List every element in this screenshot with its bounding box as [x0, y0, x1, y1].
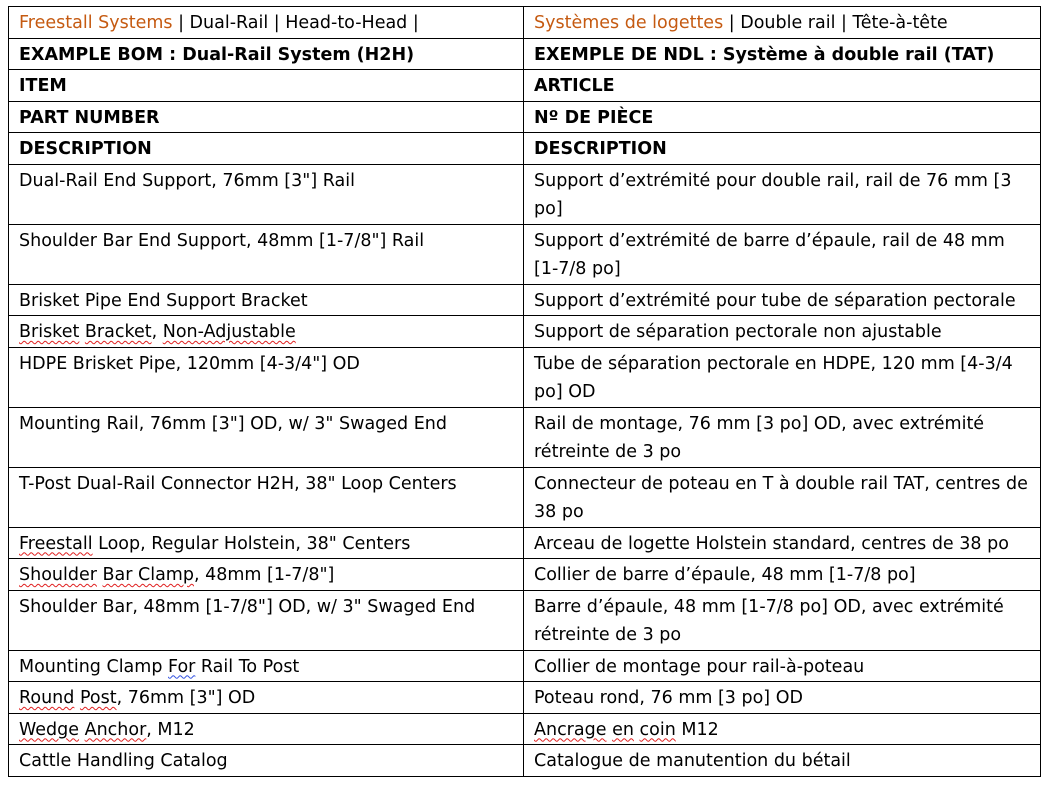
cell-en — [9, 713, 524, 745]
cell-en: Dual-Rail End Support, 76mm [3"] Rail — [9, 164, 524, 224]
spell-flagged-word: Shoulder — [19, 565, 97, 585]
bom-table — [8, 6, 1041, 777]
brand-fr: Systèmes de logettes — [534, 13, 724, 33]
cell-fr: Rail de montage, 76 mm [3 po] OD, avec extrémité rétreinte de 3 po — [524, 407, 1041, 467]
cell-fr: Poteau rond, 76 mm [3 po] OD — [524, 682, 1041, 714]
spell-flagged-word: coin — [639, 719, 676, 740]
text-fragment: M12 — [675, 719, 719, 740]
text-fragment: Loop, Regular Holstein, 38" Centers — [92, 533, 411, 554]
table-row — [9, 559, 1041, 591]
title-cell-fr — [524, 7, 1041, 39]
table-row — [9, 347, 1041, 407]
cell-fr: Arceau de logette Holstein standard, centres de 38 po — [524, 527, 1041, 559]
table-row — [9, 527, 1041, 559]
cell-fr: Support d’extrémité pour tube de séparation pectorale — [524, 284, 1041, 316]
title-row — [9, 7, 1041, 39]
table-row — [9, 467, 1041, 527]
grammar-flagged-word: For — [168, 656, 196, 677]
header-cell-en: ITEM — [9, 70, 524, 102]
text-fragment: , 48mm [1-7/8"] — [193, 565, 335, 585]
spell-flagged-word: Bar Clamp — [102, 565, 194, 585]
header-cell-fr: EXEMPLE DE NDL : Système à double rail (TAT) — [524, 38, 1041, 70]
spell-flagged-word: Wedge — [19, 719, 80, 740]
table-row — [9, 164, 1041, 224]
header-cell-en: PART NUMBER — [9, 101, 524, 133]
cell-en — [9, 559, 524, 591]
cell-en — [9, 650, 524, 682]
spell-flagged-word: Ancrage — [534, 719, 607, 740]
cell-fr: Catalogue de manutention du bétail — [524, 745, 1041, 777]
header-row — [9, 38, 1041, 70]
spell-flagged-word: Brisket — [19, 322, 80, 342]
spell-flagged-word: Post — [79, 688, 117, 708]
header-cell-fr: Nº DE PIÈCE — [524, 101, 1041, 133]
text-fragment: , — [151, 322, 163, 342]
cell-fr: Collier de barre d’épaule, 48 mm [1-7/8 po] — [524, 559, 1041, 591]
cell-en: HDPE Brisket Pipe, 120mm [4-3/4"] OD — [9, 347, 524, 407]
cell-fr: Support d’extrémité pour double rail, rail de 76 mm [3 po] — [524, 164, 1041, 224]
text-fragment: , 76mm [3"] OD — [116, 688, 256, 708]
spell-flagged-word: Bracket — [84, 322, 152, 342]
text-fragment: , M12 — [146, 719, 195, 740]
table-row — [9, 713, 1041, 745]
table-row — [9, 407, 1041, 467]
table-row — [9, 745, 1041, 777]
cell-en: Brisket Pipe End Support Bracket — [9, 284, 524, 316]
spell-flagged-word: Round — [19, 688, 75, 708]
table-row — [9, 316, 1041, 348]
header-cell-fr: ARTICLE — [524, 70, 1041, 102]
header-row — [9, 70, 1041, 102]
cell-en: T-Post Dual-Rail Connector H2H, 38" Loop Centers — [9, 467, 524, 527]
cell-en — [9, 316, 524, 348]
cell-fr: Collier de montage pour rail-à-poteau — [524, 650, 1041, 682]
brand-en: Freestall Systems — [19, 13, 173, 33]
header-cell-en: DESCRIPTION — [9, 133, 524, 165]
cell-en: Cattle Handling Catalog — [9, 745, 524, 777]
title-fr-rest: | Double rail | Tête-à-tête — [723, 13, 948, 33]
spell-flagged-word: Non-Adjustable — [162, 322, 296, 342]
cell-fr — [524, 713, 1041, 745]
cell-en: Shoulder Bar, 48mm [1-7/8"] OD, w/ 3" Swaged End — [9, 590, 524, 650]
cell-fr: Support d’extrémité de barre d’épaule, rail de 48 mm [1-7/8 po] — [524, 224, 1041, 284]
title-cell-en — [9, 7, 524, 39]
cell-en: Shoulder Bar End Support, 48mm [1-7/8"] Rail — [9, 224, 524, 284]
header-row — [9, 133, 1041, 165]
spell-flagged-word: Freestall — [19, 533, 93, 554]
text-fragment: Mounting Clamp — [19, 656, 168, 677]
header-cell-en: EXAMPLE BOM : Dual-Rail System (H2H) — [9, 38, 524, 70]
cell-en — [9, 682, 524, 714]
spell-flagged-word: Anchor — [84, 719, 147, 740]
header-row — [9, 101, 1041, 133]
cell-en — [9, 527, 524, 559]
table-row — [9, 284, 1041, 316]
cell-fr: Support de séparation pectorale non ajustable — [524, 316, 1041, 348]
spell-flagged-word: en — [612, 719, 634, 740]
header-cell-fr: DESCRIPTION — [524, 133, 1041, 165]
cell-fr: Tube de séparation pectorale en HDPE, 120 mm [4-3/4 po] OD — [524, 347, 1041, 407]
cell-fr: Barre d’épaule, 48 mm [1-7/8 po] OD, avec extrémité rétreinte de 3 po — [524, 590, 1041, 650]
table-row — [9, 590, 1041, 650]
title-en-rest: | Dual-Rail | Head-to-Head | — [172, 13, 419, 33]
text-fragment: Rail To Post — [195, 656, 300, 677]
table-row — [9, 682, 1041, 714]
cell-en: Mounting Rail, 76mm [3"] OD, w/ 3" Swaged End — [9, 407, 524, 467]
cell-fr: Connecteur de poteau en T à double rail TAT, centres de 38 po — [524, 467, 1041, 527]
table-row — [9, 224, 1041, 284]
table-row — [9, 650, 1041, 682]
